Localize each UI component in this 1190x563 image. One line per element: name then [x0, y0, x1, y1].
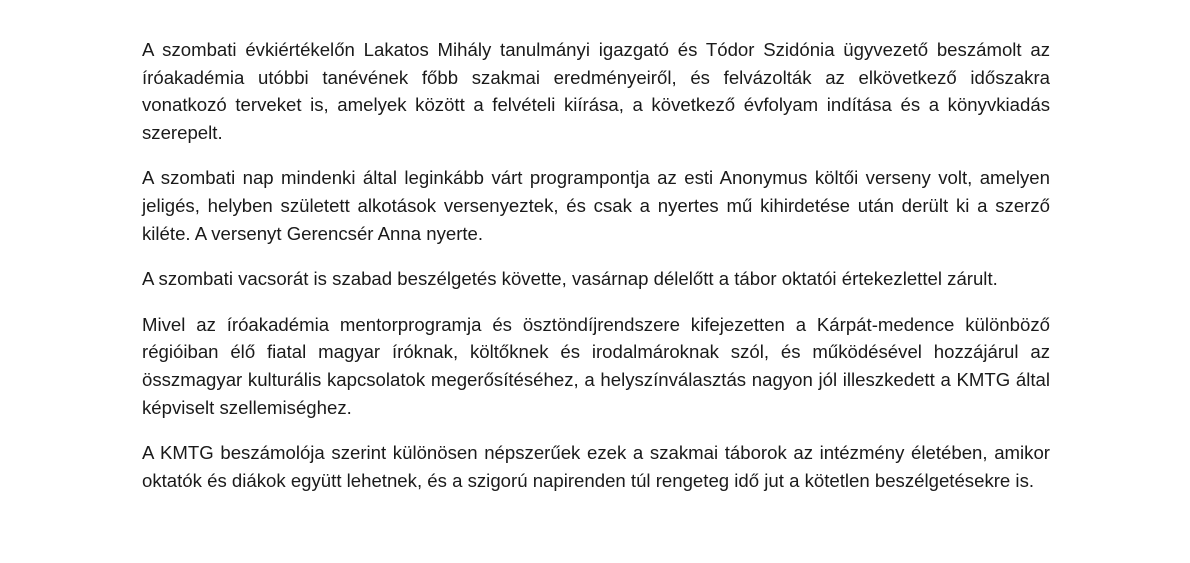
- paragraph-dinner-closing: A szombati vacsorát is szabad beszélgetés követte, vasárnap délelőtt a tábor oktatói értekezlettel zárult.: [142, 268, 998, 290]
- paragraph-kmtg-report: A KMTG beszámolója szerint különösen népszerűek ezek a szakmai táborok az intézmény életében, amikor oktatók és diákok együtt lehetnek, és a szigorú napirenden túl rengeteg idő jut a kötetlen beszélgetésekre is.: [142, 442, 1050, 491]
- article-body: [142, 36, 1050, 512]
- paragraph-year-review: A szombati évkiértékelőn Lakatos Mihály tanulmányi igazgató és Tódor Szidónia ügyvezető beszámolt az íróakadémia utóbbi tanévének főbb szakmai eredményeiről, és felvázolták az elkövetkező időszakra vonatkozó terveket is, amelyek között a felvételi kiírása, a következő évfolyam indítása és a könyvkiadás szerepelt.: [142, 39, 1050, 143]
- paragraph-mentorship: Mivel az íróakadémia mentorprogramja és ösztöndíjrendszere kifejezetten a Kárpát-medence különböző régióiban élő fiatal magyar íróknak, költőknek és irodalmároknak szól, és működésével hozzájárul az összmagyar kulturális kapcsolatok megerősítéséhez, a helyszínválasztás nagyon jól illeszkedett a KMTG által képviselt szellemiséghez.: [142, 313, 1050, 418]
- paragraph-poetry-contest: A szombati nap mindenki által leginkább várt programpontja az esti Anonymus költői verseny volt, amelyen jeligés, helyben született alkotások versenyeztek, és csak a nyertes mű kihirdetése után derült ki a szerző kiléte. A versenyt Gerencsér Anna nyerte.: [142, 167, 1050, 244]
